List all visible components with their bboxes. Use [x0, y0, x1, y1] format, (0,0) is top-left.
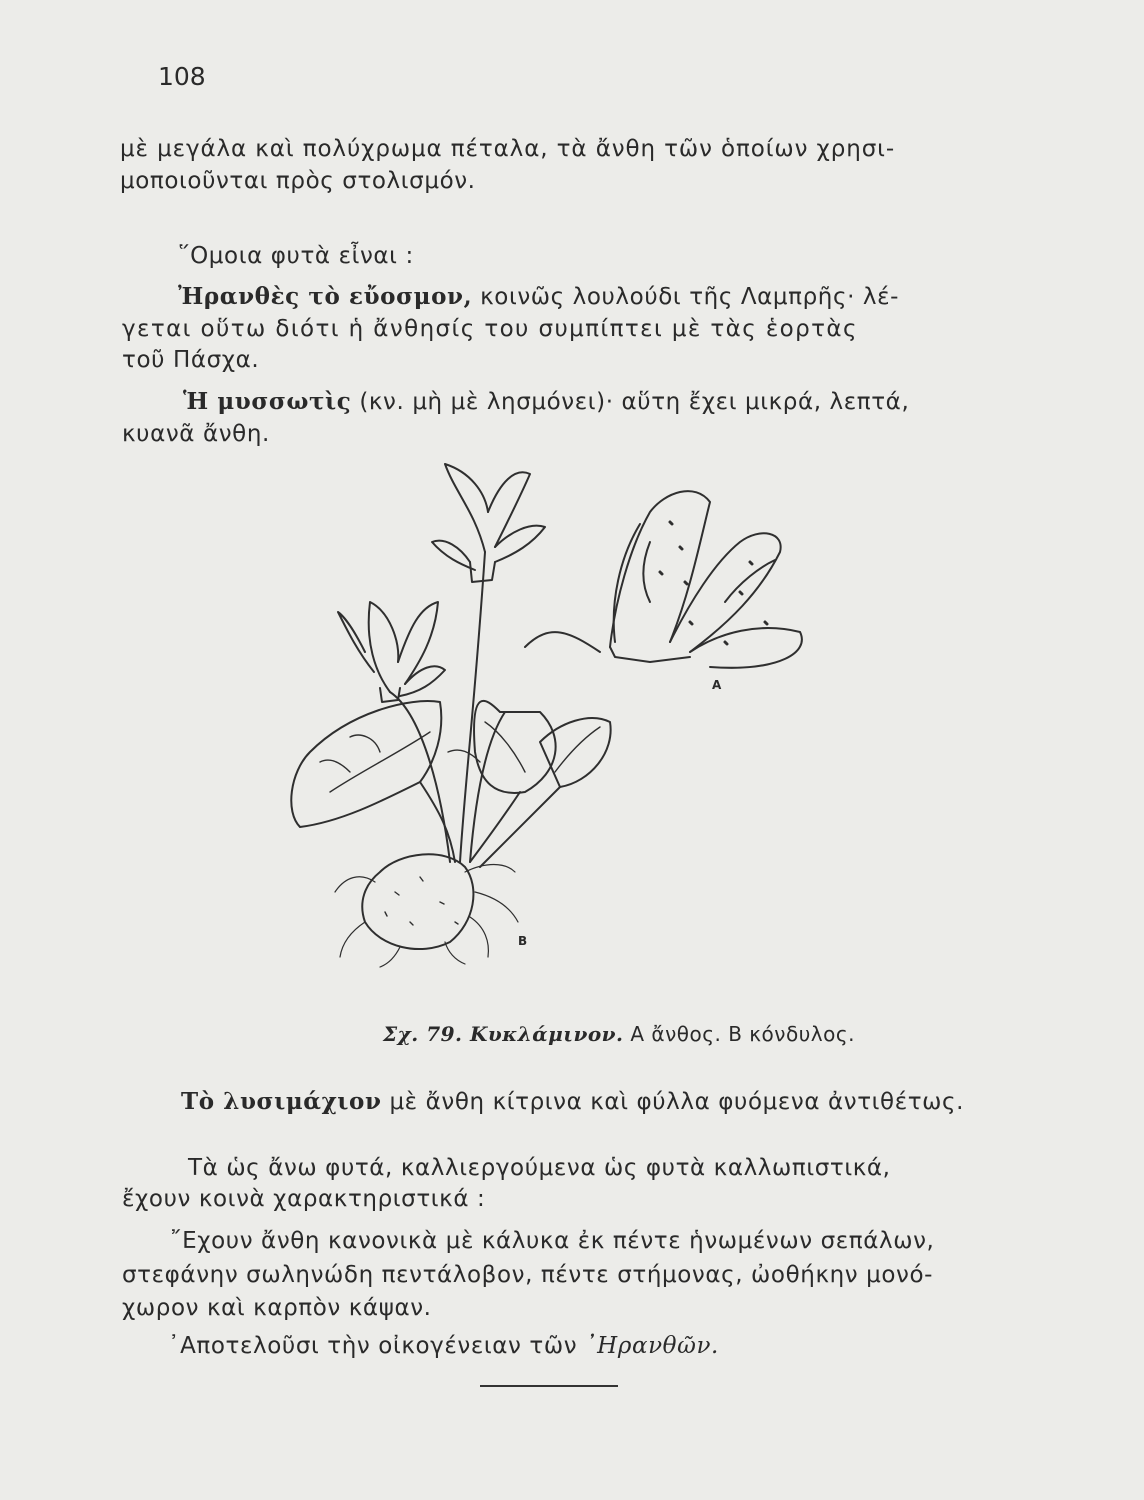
- lysimachia-text: μὲ ἄνθη κίτρινα καὶ φύλλα φυόμενα ἀντιθέτως.: [381, 1089, 965, 1115]
- myosotis-line-2: κυανᾶ ἄνθη.: [122, 421, 270, 447]
- family-line: [168, 1333, 719, 1359]
- common-line-2: ἔχουν κοινὰ χαρακτηριστικά :: [122, 1186, 486, 1212]
- family-term: ᾿Ηρανθῶν.: [585, 1333, 719, 1359]
- caption-text: Α ἄνθος. Β κόνδυλος.: [623, 1022, 855, 1046]
- end-rule: [480, 1385, 618, 1387]
- intro-line-1: μὲ μεγάλα καὶ πολύχρωμα πέταλα, τὰ ἄνθη τῶν ὁποίων χρησι-: [120, 136, 896, 162]
- flowers-line-3: χωρον καὶ καρπὸν κάψαν.: [122, 1295, 432, 1321]
- cyclamen-drawing: [270, 452, 830, 972]
- figure-caption: [383, 1022, 855, 1046]
- myosotis-text-1: (κν. μὴ μὲ λησμόνει)· αὕτη ἔχει μικρά, λεπτά,: [351, 389, 910, 415]
- cyclamen-illustration: [270, 452, 830, 972]
- common-line-1: Τὰ ὡς ἄνω φυτά, καλλιεργούμενα ὡς φυτὰ καλλωπιστικά,: [188, 1155, 891, 1181]
- erantis-line-1: [178, 283, 899, 310]
- intro-line-2: μοποιοῦνται πρὸς στολισμόν.: [120, 168, 476, 194]
- flowers-line-1: ῎Εχουν ἄνθη κανονικὰ μὲ κάλυκα ἐκ πέντε ἡνωμένων σεπάλων,: [170, 1228, 935, 1254]
- erantis-term: Ἠρανθὲς τὸ εὔοσμον,: [178, 283, 473, 310]
- similar-plants-heading: ῞Ομοια φυτὰ εἶναι :: [178, 243, 414, 269]
- figure-label-b: B: [518, 934, 528, 948]
- figure-label-a: A: [712, 678, 722, 692]
- caption-label: Σχ. 79. Κυκλάμινον.: [383, 1022, 624, 1046]
- myosotis-line-1: [183, 388, 909, 415]
- family-prefix: ᾿Αποτελοῦσι τὴν οἰκογένειαν τῶν: [168, 1333, 586, 1359]
- page-number: 108: [158, 62, 206, 91]
- lysimachia-term: Τὸ λυσιμάχιον: [181, 1088, 382, 1115]
- myosotis-term: Ἡ μυσσωτὶς: [183, 388, 352, 415]
- flowers-line-2: στεφάνην σωληνώδη πεντάλοβον, πέντε στήμονας, ὠοθήκην μονό-: [122, 1262, 934, 1288]
- erantis-line-2: γεται οὕτω διότι ἡ ἄνθησίς του συμπίπτει μὲ τὰς ἑορτὰς: [122, 316, 858, 342]
- erantis-text-1: κοινῶς λουλούδι τῆς Λαμπρῆς· λέ-: [472, 284, 900, 310]
- erantis-line-3: τοῦ Πάσχα.: [122, 347, 260, 373]
- lysimachia-line: [181, 1088, 964, 1115]
